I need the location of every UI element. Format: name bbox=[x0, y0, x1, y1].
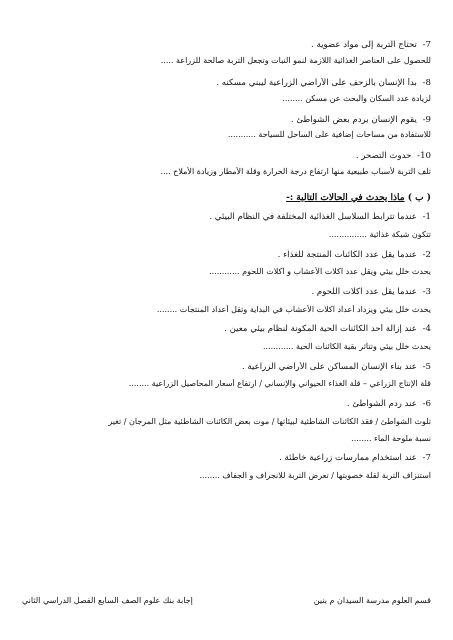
answer-b6-continued bbox=[22, 434, 431, 445]
answer-text: لزيادة عدد السكان والبحث عن مسكن ........ bbox=[282, 93, 431, 103]
answer-text: يحدث خلل بيئي ويزداد أعداد آكلات الأعشاب في البداية وتقل أعداد المنتجات ........ bbox=[156, 304, 431, 314]
question-text: عندما يقل عدد الكائنات المنتجة للغذاء . bbox=[277, 249, 417, 260]
question-b4 bbox=[22, 324, 431, 336]
answer-text: يحدث خلل بيئي ويقل عدد آكلات الأعشاب و آكلات اللحوم ............ bbox=[209, 267, 431, 277]
answer-b1 bbox=[22, 230, 431, 241]
question-number: 3- bbox=[422, 286, 431, 297]
question-number: 6- bbox=[422, 399, 431, 410]
question-number: 7- bbox=[422, 40, 431, 50]
question-text: عند إزالة أحد الكائنات الحية المكونة لنظام بيئي معين . bbox=[224, 324, 417, 335]
answer-b5 bbox=[22, 379, 431, 390]
section-b-title: ماذا يحدث في الحالات التالية :- bbox=[286, 192, 405, 203]
question-text: عندما تترابط السلاسل الغذائية المختلفة في النظام البيئي . bbox=[209, 212, 417, 223]
answer-text: للحصول على العناصر الغذائية اللازمة لنمو النبات وتجعل التربة صالحة للزراعة ..... bbox=[160, 55, 431, 65]
footer-subject: إجابة بنك علوم الصف السابع الفصل الدراسي الثاني bbox=[22, 596, 193, 605]
question-text: بدأ الإنسان بالزحف على الأراضي الزراعية ليبني مسكنه . bbox=[216, 78, 417, 89]
question-text: حدوث التصحر . bbox=[355, 151, 412, 162]
answer-a9 bbox=[22, 130, 431, 141]
question-a8 bbox=[22, 78, 431, 90]
answer-a10 bbox=[22, 167, 431, 178]
answer-text: نسبة ملوحة الماء ........ bbox=[351, 433, 431, 443]
answer-text: استنزاف التربة لقلة خصوبتها / تعرض التربة للانجراف و الجفاف ........ bbox=[199, 470, 431, 480]
question-a10 bbox=[22, 151, 431, 163]
answer-text: يحدث خلل بيئي وتتأثر بقية الكائنات الحية ............ bbox=[262, 341, 431, 351]
question-number: 8- bbox=[422, 78, 431, 89]
question-number: 9- bbox=[422, 114, 431, 125]
question-b1 bbox=[22, 212, 431, 224]
answer-text: تلف التربة لأسباب طبيعية منها ارتفاع درجة الحرارة وقلة الأمطار وزيادة الأملاح .... bbox=[160, 166, 431, 176]
answer-text: تتكون شبكة غذائية ............... bbox=[328, 229, 431, 239]
question-text: يقوم الإنسان بردم بعض الشواطئ . bbox=[290, 114, 417, 125]
question-number: 5- bbox=[422, 361, 431, 372]
section-b-heading bbox=[22, 192, 431, 205]
question-b2 bbox=[22, 250, 431, 262]
answer-b7 bbox=[22, 471, 431, 482]
answer-b3 bbox=[22, 305, 431, 316]
question-a9 bbox=[22, 115, 431, 127]
question-b5 bbox=[22, 362, 431, 374]
answer-text: تلوث الشواطئ / فقد الكائنات الشاطئية لبيئاتها / موت بعض الكائنات الشاطئية مثل المرجان / تغير bbox=[108, 416, 431, 426]
section-b-label: ( ب ) bbox=[407, 192, 431, 203]
answer-b6 bbox=[22, 417, 431, 428]
question-number: 2- bbox=[422, 249, 431, 260]
question-number: 1- bbox=[422, 212, 431, 223]
page-footer bbox=[22, 596, 431, 605]
question-number: 10- bbox=[417, 151, 431, 162]
answer-b4 bbox=[22, 342, 431, 353]
question-number: 7- bbox=[422, 453, 431, 464]
answer-a7 bbox=[22, 56, 431, 67]
question-a7 bbox=[22, 40, 431, 52]
question-b7 bbox=[22, 453, 431, 465]
answer-text: للاستفادة من مساحات إضافية على الساحل للسياحة ........... bbox=[227, 130, 431, 140]
question-text: تحتاج التربة إلى مواد عضوية . bbox=[311, 40, 417, 50]
question-number: 4- bbox=[422, 324, 431, 335]
question-text: عند بناء الإنسان المساكن على الأراضي الزراعية . bbox=[241, 361, 417, 372]
question-text: عند ردم الشواطئ . bbox=[346, 399, 417, 410]
footer-school: قسم العلوم مدرسة السيدان م بنين bbox=[313, 596, 431, 605]
answer-b2 bbox=[22, 267, 431, 278]
answer-text: قلة الإنتاج الزراعي – قلة الغذاء الحيواني والإنساني / ارتفاع أسعار المحاصيل الزراعية ........ bbox=[128, 379, 431, 389]
question-text: عند استخدام ممارسات زراعية خاطئة . bbox=[279, 453, 417, 464]
answer-a8 bbox=[22, 94, 431, 105]
question-b3 bbox=[22, 287, 431, 299]
question-b6 bbox=[22, 399, 431, 411]
question-text: عندما يقل عدد آكلات اللحوم . bbox=[311, 286, 417, 297]
